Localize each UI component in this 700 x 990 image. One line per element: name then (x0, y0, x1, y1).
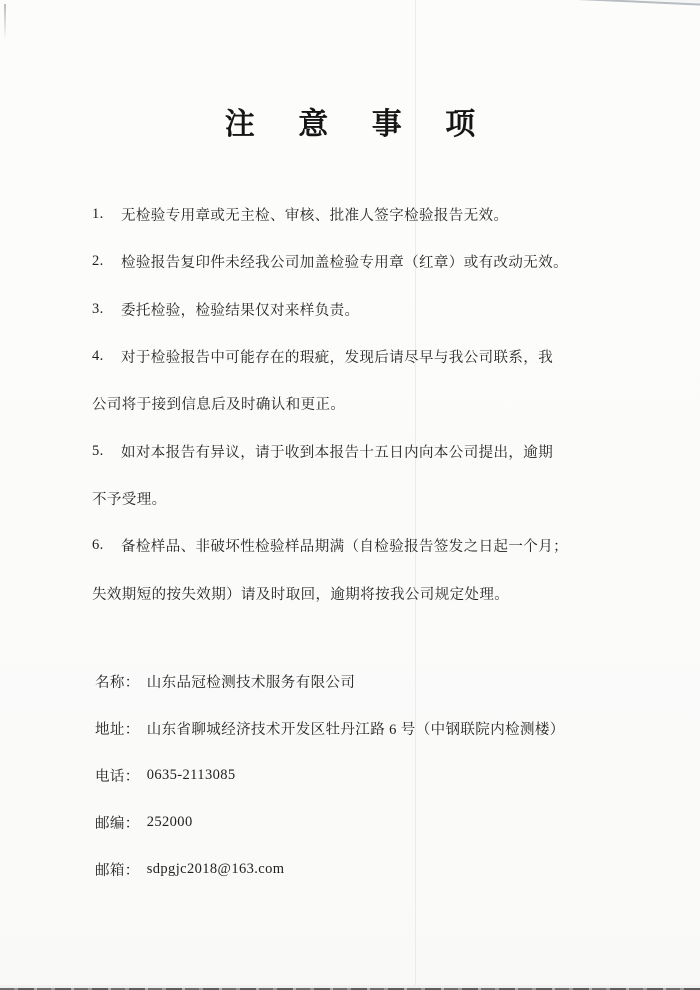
contact-label: 名称： (95, 675, 140, 691)
notice-number: 3. (92, 300, 104, 317)
notice-text: 对于检验报告中可能存在的瑕疵，发现后请尽早与我公司联系，我 (121, 350, 554, 367)
scan-edge-bottom (0, 985, 700, 990)
notice-line (92, 191, 670, 238)
contact-value: 252000 (146, 814, 193, 830)
notice-number: 6. (92, 537, 104, 554)
contact-row-name (95, 658, 670, 705)
page-title: 注 意 事 项 (224, 108, 494, 141)
notice-line-continuation (92, 380, 670, 427)
notice-text: 失效期短的按失效期）请及时取回，逾期将按我公司规定处理。 (92, 586, 510, 603)
notice-number: 4. (92, 348, 104, 365)
notice-line (92, 333, 670, 380)
notice-text: 如对本报告有异议，请于收到本报告十五日内向本公司提出，逾期 (121, 444, 554, 461)
contact-label: 地址： (95, 722, 140, 738)
contact-row-email (95, 846, 670, 893)
scan-edge-topright (340, 0, 700, 6)
notice-text: 公司将于接到信息后及时确认和更正。 (92, 397, 346, 414)
contact-row-phone (95, 752, 670, 799)
contact-block (95, 658, 670, 893)
notice-number: 2. (92, 253, 104, 270)
notice-line (92, 522, 670, 569)
notice-text: 不予受理。 (92, 491, 167, 508)
notice-list (92, 191, 670, 617)
contact-row-postcode (95, 799, 670, 846)
notice-line-continuation (92, 475, 670, 522)
notice-text: 委托检验，检验结果仅对来样负责。 (121, 302, 360, 319)
contact-value: sdpgjc2018@163.com (146, 861, 285, 877)
notice-line (92, 238, 670, 285)
notice-line-continuation (92, 569, 670, 616)
notice-number: 1. (92, 206, 104, 223)
notice-number: 5. (92, 442, 104, 459)
contact-label: 电话： (95, 769, 140, 785)
contact-value: 山东省聊城经济技术开发区牡丹江路 6 号（中钢联院内检测楼） (146, 722, 565, 738)
notice-line (92, 427, 670, 474)
notice-text: 备检样品、非破坏性检验样品期满（自检验报告签发之日起一个月； (121, 539, 568, 556)
notice-text: 无检验专用章或无主检、审核、批准人签字检验报告无效。 (121, 208, 509, 225)
contact-row-address (95, 705, 670, 752)
notice-text: 检验报告复印件未经我公司加盖检验专用章（红章）或有改动无效。 (121, 255, 568, 272)
contact-value: 0635-2113085 (146, 767, 236, 783)
contact-label: 邮编： (95, 816, 140, 832)
notice-line (92, 286, 670, 333)
scan-mark-topleft (4, 4, 6, 40)
contact-label: 邮箱： (95, 863, 140, 879)
contact-value: 山东品冠检测技术服务有限公司 (146, 675, 356, 691)
